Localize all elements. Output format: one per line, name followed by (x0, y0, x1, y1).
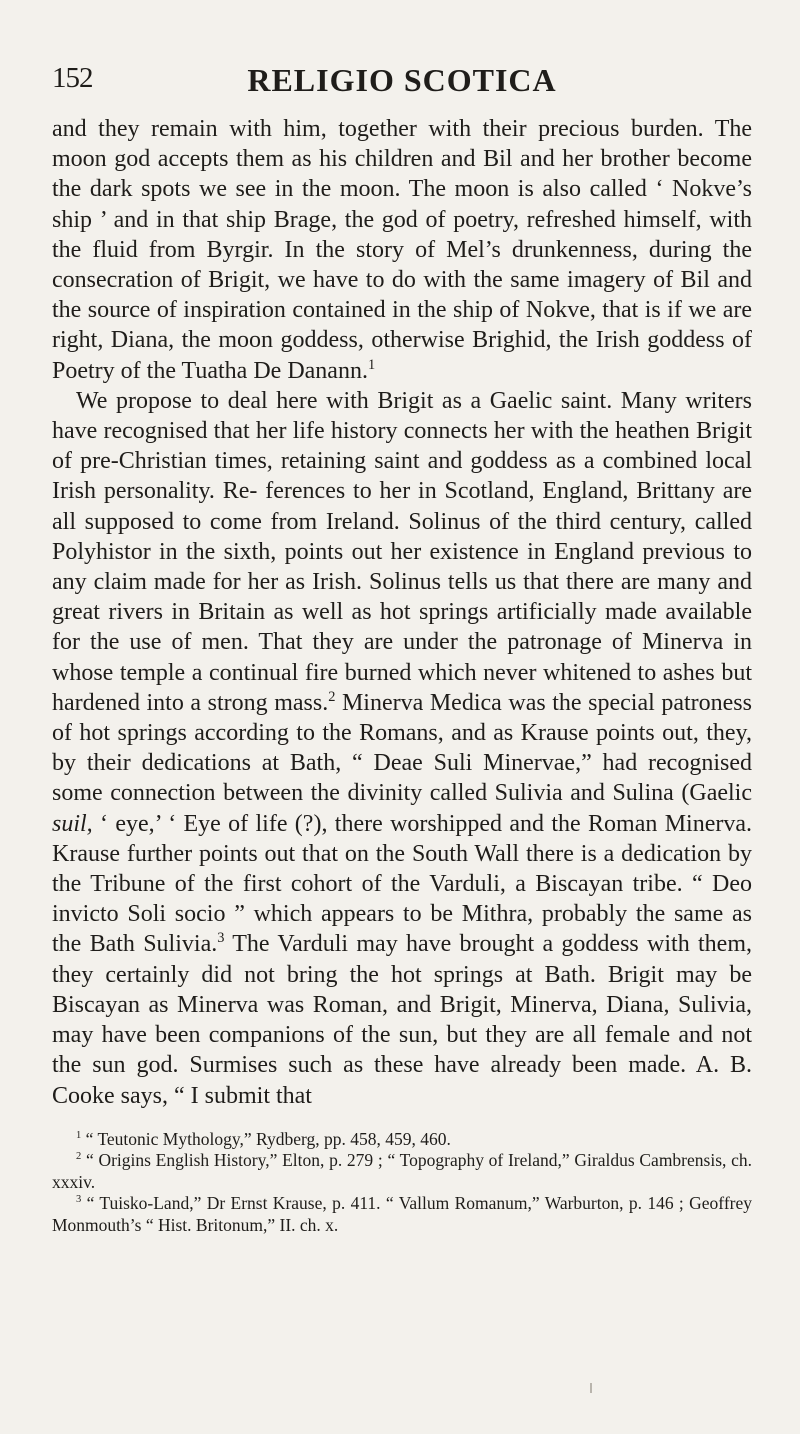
footnote-ref-3: 3 (217, 930, 225, 947)
footnote-ref-1: 1 (367, 356, 376, 373)
italic-term: suil, (52, 810, 93, 837)
paragraph-2-text-c: ‘ eye,’ ‘ Eye of life (?), there worshipped and the Roman Minerva. Krause further points out that on the South Wall there is a dedication by the Tribune of the first cohort of the Varduli, a Biscayan tribe. “ Deo invicto Soli socio ” which appears to be Mithra, probably the same as the Bath Sulivia. (52, 810, 752, 958)
footnote-ref-2: 2 (328, 688, 336, 705)
footnote-1 (52, 1129, 752, 1151)
paragraph-2-text-b: Minerva Medica was the special patroness of hot springs according to the Romans, and as Krause points out, they, by their dedications at Bath, “ Deae Suli Minervae,” had recognised some connection between the divinity called Sulivia and Sulina (Gaelic (52, 689, 752, 807)
footnote-2 (52, 1150, 752, 1193)
footnote-number-1: 1 (76, 1129, 82, 1141)
body-text (52, 114, 752, 1111)
paragraph-1 (52, 114, 752, 386)
running-title: RELIGIO SCOTICA (247, 62, 557, 98)
footnote-text-1: “ Teutonic Mythology,” Rydberg, pp. 458, 459, 460. (81, 1128, 451, 1149)
footnote-number-2: 2 (76, 1151, 82, 1163)
footnote-3 (52, 1193, 752, 1236)
paragraph-2-text-a: We propose to deal here with Brigit as a Gaelic saint. Many writers have recognised that her life history connects her with the heathen Brigit of pre-Christian times, retaining saint and goddess as a combined local Irish personality. Re- ferences to her in Scotland, England, Brittany are all supposed to come from Ireland. Solinus of the third century, called Polyhistor in the sixth, points out her existence in England previous to any claim made for her as Irish. Solinus tells us that there are many and great rivers in Britain as well as hot springs artificially made available for the use of men. That they are under the patronage of Minerva in whose temple a continual fire burned which never whitened to ashes but hardened into a strong mass. (52, 387, 752, 716)
page-number: 152 (52, 62, 93, 94)
book-page (52, 62, 752, 1236)
footnote-text-3: “ Tuisko-Land,” Dr Ernst Krause, p. 411. “ Vallum Romanum,” Warburton, p. 146 ; Geoffrey Monmouth’s “ Hist. Britonum,” II. ch. x. (52, 1193, 752, 1235)
running-head (52, 62, 752, 102)
footnote-number-3: 3 (76, 1194, 82, 1206)
paragraph-2 (52, 386, 752, 1111)
paragraph-2-text-d: The Varduli may have brought a goddess with them, they certainly did not bring the hot springs at Bath. Brigit may be Biscayan as Minerva was Roman, and Brigit, Minerva, Diana, Sulivia, may have been companions of the sun, but they are all female and not the sun god. Surmises such as these have already been made. A. B. Cooke says, “ I submit that (52, 931, 752, 1109)
paragraph-1-text: and they remain with him, together with their precious burden. The moon god accepts them as his children and Bil and her brother become the dark spots we see in the moon. The moon is also called ‘ Nokve’s ship ’ and in that ship Brage, the god of poetry, refreshed himself, with the fluid from Byrgir. In the story of Mel’s drunkenness, during the consecration of Brigit, we have to do with the same imagery of Bil and the source of inspiration contained in the ship of Nokve, that is if we are right, Diana, the moon goddess, otherwise Brighid, the Irish goddess of Poetry of the Tuatha De Danann. (52, 116, 752, 384)
footnotes (52, 1129, 752, 1237)
page-mark (590, 1383, 592, 1393)
footnote-text-2: “ Origins English History,” Elton, p. 279 ; “ Topography of Ireland,” Giraldus Cambrensis, ch. xxxiv. (52, 1150, 752, 1192)
